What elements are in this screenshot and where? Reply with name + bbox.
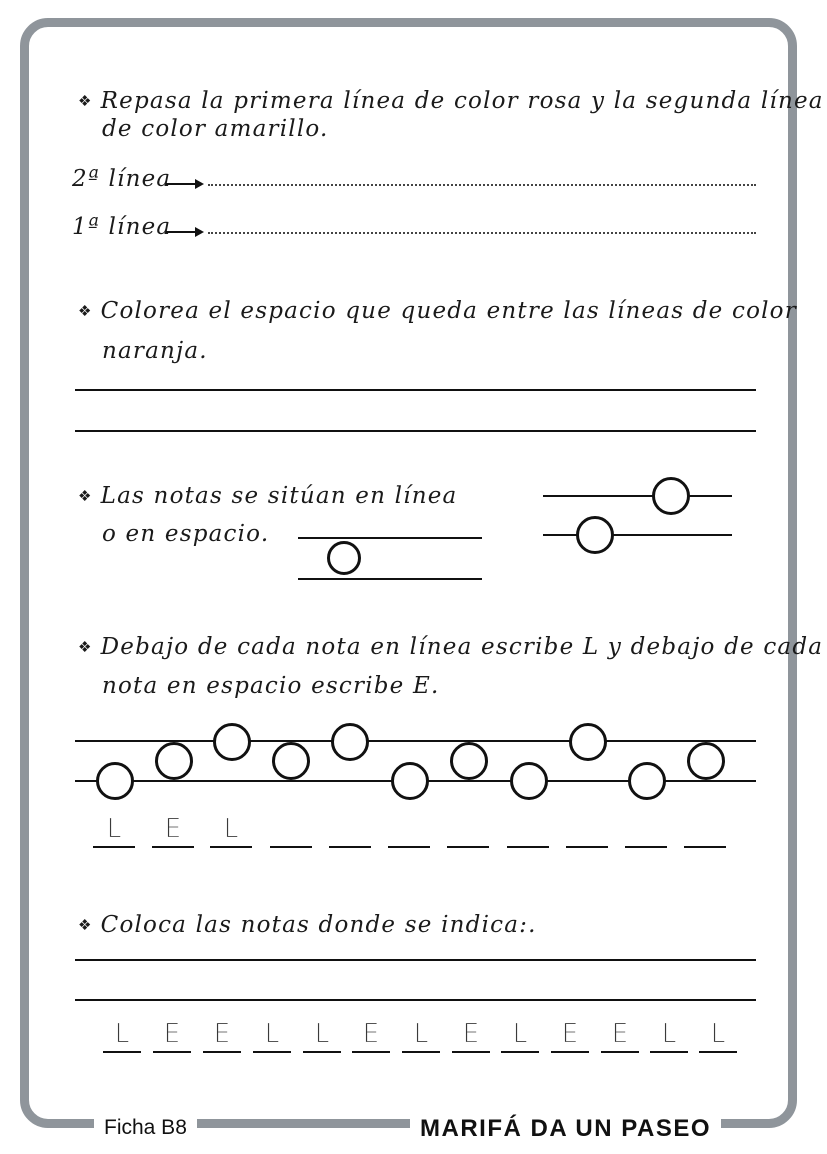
example-line [543, 495, 732, 497]
position-label: L [402, 1019, 440, 1053]
note [450, 742, 488, 780]
example-line [543, 534, 732, 536]
worksheet-title: MARIFÁ DA UN PASEO [410, 1113, 721, 1145]
staff-line-bottom [75, 430, 756, 432]
note-on-line [652, 477, 690, 515]
bullet-icon: ❖ [78, 638, 93, 656]
example-line [298, 578, 482, 580]
example-line [298, 537, 482, 539]
bullet-icon: ❖ [78, 916, 93, 934]
answer-blank[interactable] [625, 814, 667, 848]
first-line-label: 1ª línea [72, 214, 172, 240]
answer-blank[interactable]: E [152, 814, 194, 848]
instruction-4: ❖ Debajo de cada nota en línea escribe L y debajo de cada [78, 634, 824, 660]
arrow-right-icon [166, 231, 200, 233]
answer-blank[interactable] [329, 814, 371, 848]
answer-blank[interactable] [388, 814, 430, 848]
note-on-line [576, 516, 614, 554]
position-label: E [601, 1019, 639, 1053]
position-label: E [203, 1019, 241, 1053]
second-line-label: 2ª línea [72, 166, 172, 192]
instruction-3-cont: o en espacio. [102, 521, 270, 547]
note [331, 723, 369, 761]
sheet-code: Ficha B8 [94, 1114, 197, 1142]
instruction-2-cont: naranja. [102, 338, 208, 364]
instruction-1-cont: de color amarillo. [102, 116, 329, 142]
position-label: E [551, 1019, 589, 1053]
instruction-2: ❖ Colorea el espacio que queda entre las líneas de color [78, 298, 797, 324]
bullet-icon: ❖ [78, 92, 93, 110]
note [96, 762, 134, 800]
staff-line-top [75, 389, 756, 391]
position-label: E [452, 1019, 490, 1053]
instruction-1: ❖ Repasa la primera línea de color rosa y la segunda línea [78, 88, 824, 114]
position-label: L [103, 1019, 141, 1053]
second-trace-line[interactable] [208, 184, 756, 186]
note [391, 762, 429, 800]
answer-blank[interactable] [684, 814, 726, 848]
position-label: L [253, 1019, 291, 1053]
position-label: L [650, 1019, 688, 1053]
note [272, 742, 310, 780]
answer-blank[interactable] [507, 814, 549, 848]
note [628, 762, 666, 800]
answer-blank[interactable]: L [210, 814, 252, 848]
answer-blank[interactable] [566, 814, 608, 848]
staff-line-bottom[interactable] [75, 999, 756, 1001]
bullet-icon: ❖ [78, 487, 93, 505]
note [510, 762, 548, 800]
note [569, 723, 607, 761]
arrow-right-icon [166, 183, 200, 185]
answer-blank[interactable]: L [93, 814, 135, 848]
position-label: E [153, 1019, 191, 1053]
first-trace-line[interactable] [208, 232, 756, 234]
position-label: L [303, 1019, 341, 1053]
instruction-5: ❖ Coloca las notas donde se indica:. [78, 912, 537, 938]
answer-blank[interactable] [270, 814, 312, 848]
instruction-3: ❖ Las notas se sitúan en línea [78, 483, 458, 509]
note [213, 723, 251, 761]
instruction-4-cont: nota en espacio escribe E. [102, 673, 440, 699]
answer-blank[interactable] [447, 814, 489, 848]
note [687, 742, 725, 780]
position-label: L [699, 1019, 737, 1053]
bullet-icon: ❖ [78, 302, 93, 320]
note [155, 742, 193, 780]
staff-line-top[interactable] [75, 959, 756, 961]
position-label: L [501, 1019, 539, 1053]
note-in-space [327, 541, 361, 575]
position-label: E [352, 1019, 390, 1053]
